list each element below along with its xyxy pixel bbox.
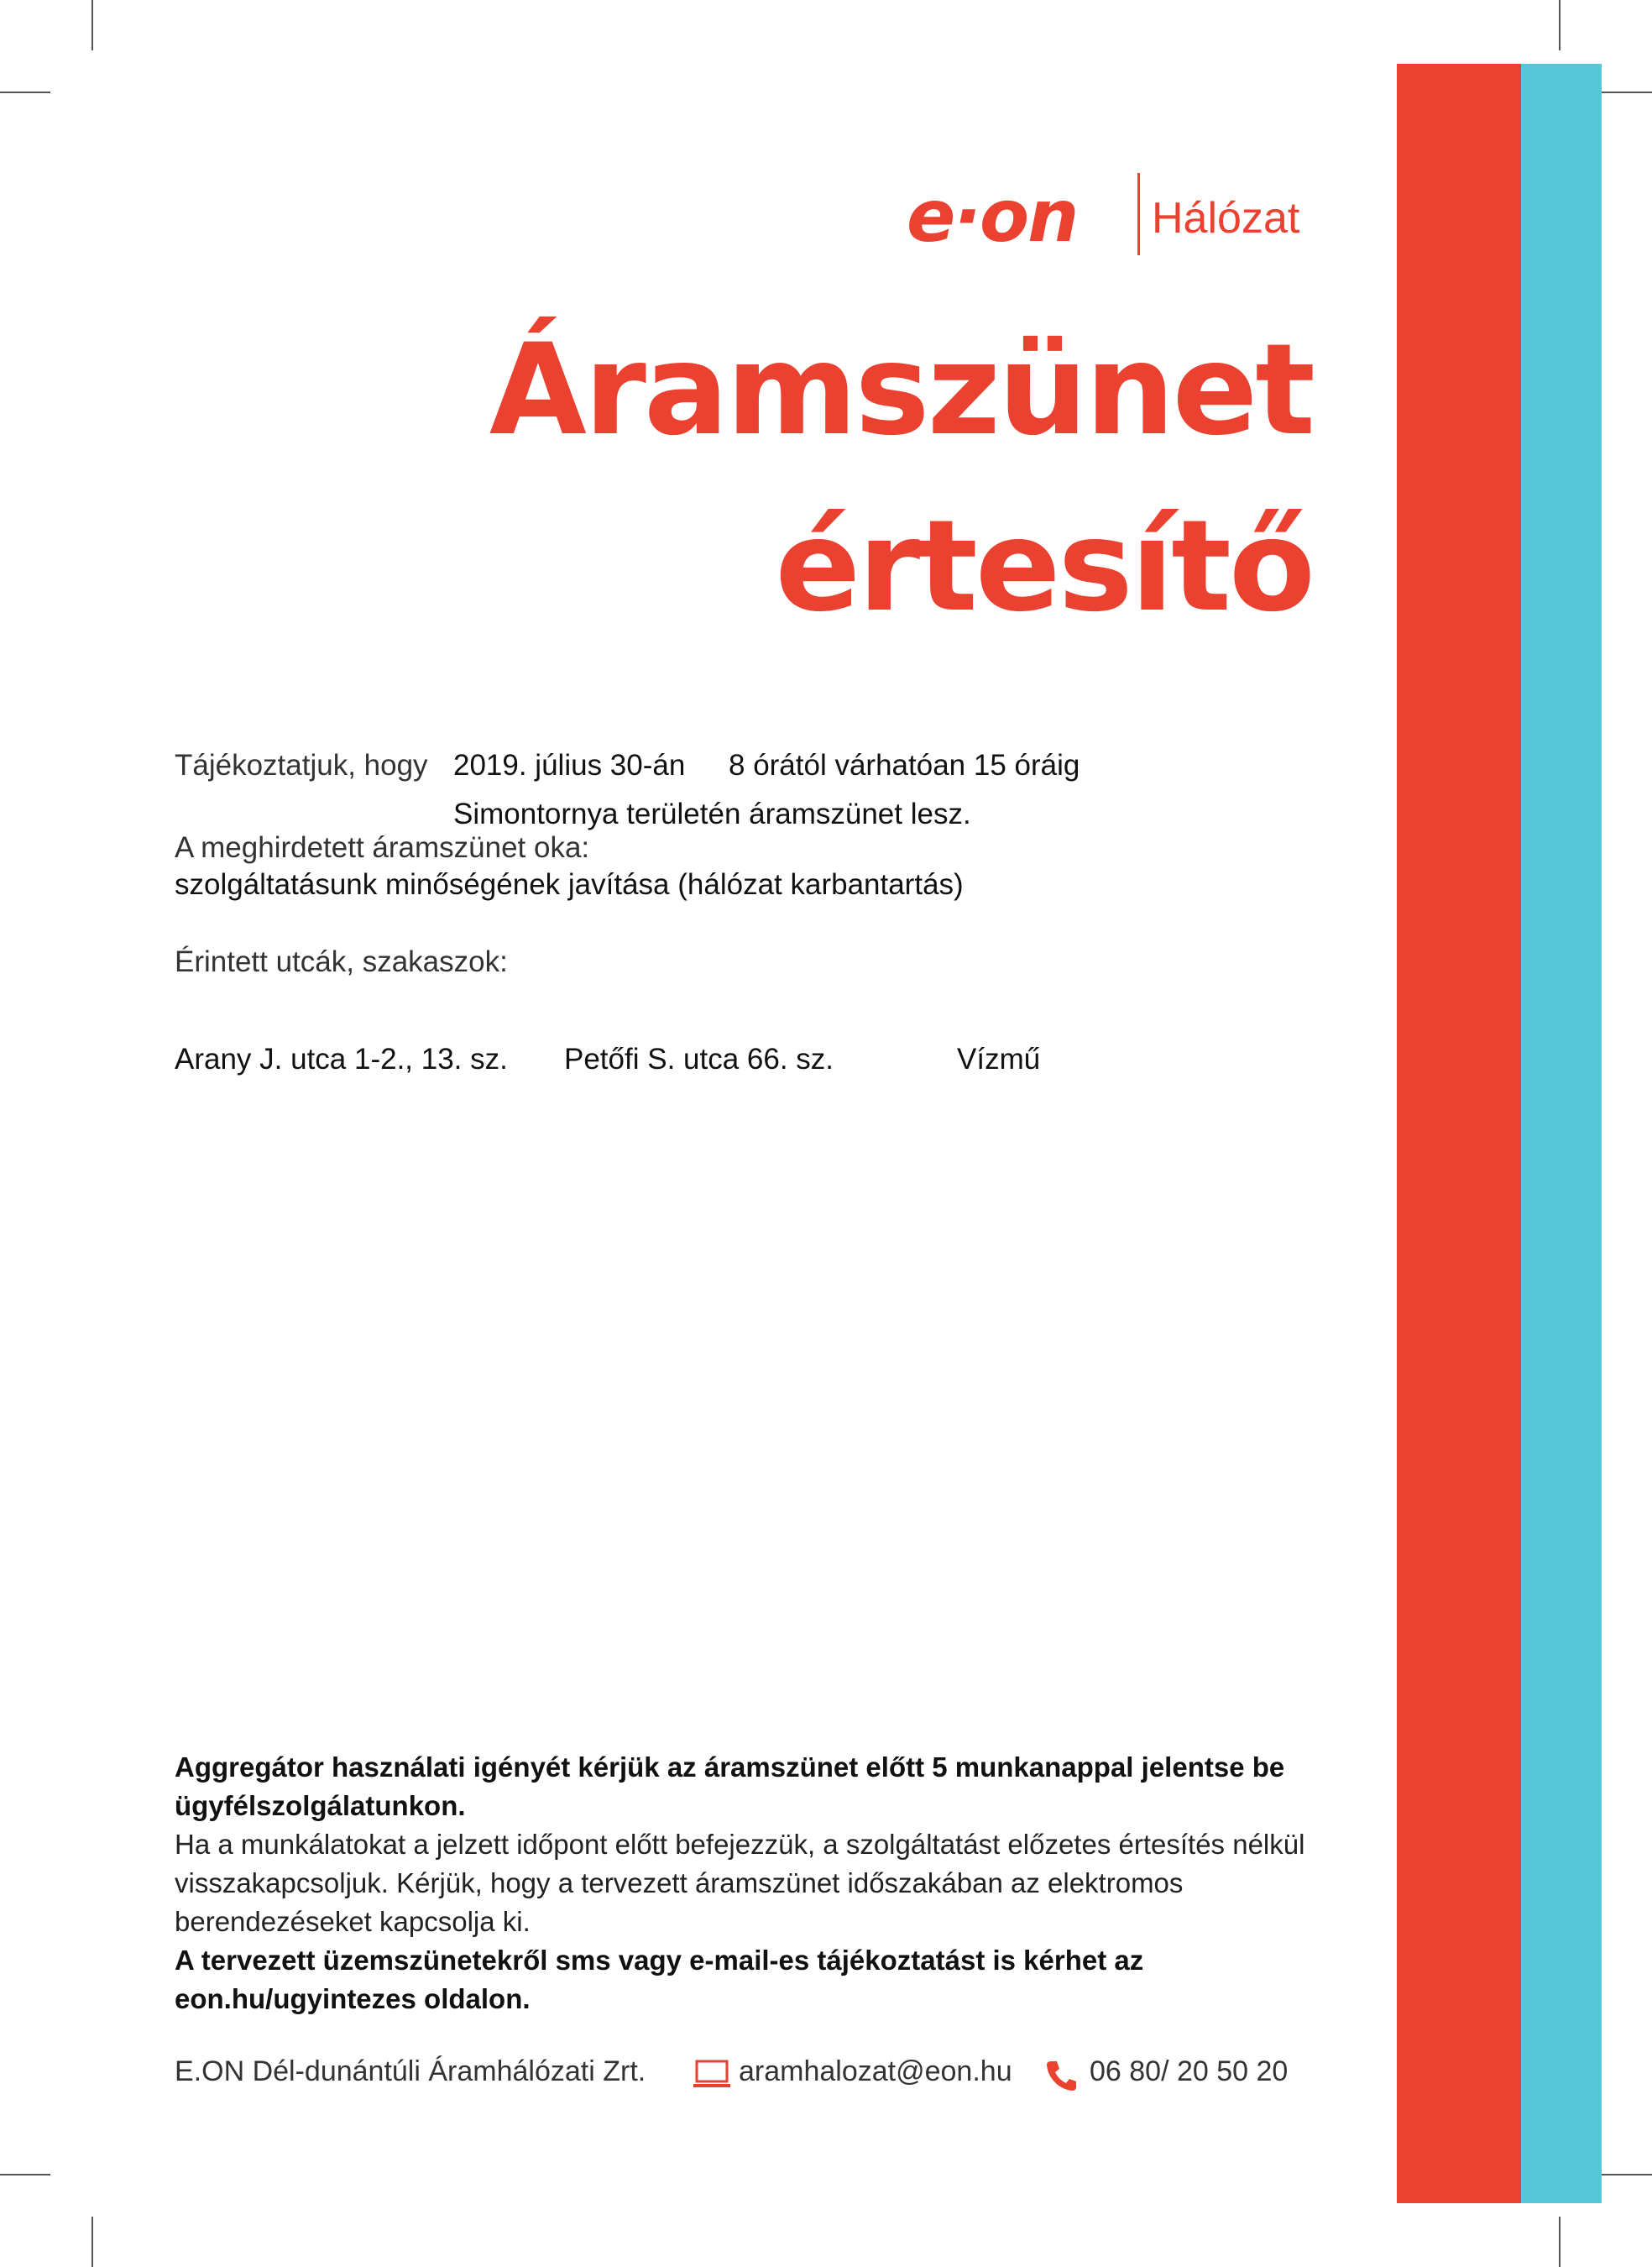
title-line-2: értesítő: [775, 494, 1313, 640]
crop-mark: [1559, 2217, 1561, 2267]
aggregator-notice: Aggregátor használati igényét kérjük az áramszünet előtt 5 munkanappal jelentse be ügyfélszolgálatunkon.: [175, 1751, 1285, 1821]
crop-mark: [91, 2217, 93, 2267]
streets-label: Érintett utcák, szakaszok:: [175, 945, 508, 978]
eon-logo: [907, 168, 1318, 260]
page-title: [489, 302, 1313, 655]
crop-mark: [1602, 92, 1652, 93]
footer-notice: [175, 1748, 1333, 2018]
crop-mark: [91, 0, 93, 50]
reason-label: A meghirdetett áramszünet oka:: [175, 831, 590, 864]
street-item: Vízmű: [957, 1043, 1041, 1076]
sms-notice: A tervezett üzemszünetekről sms vagy e-mail-es tájékoztatást is kérhet az eon.hu/ugyintezes oldalon.: [175, 1945, 1144, 2014]
logo-mark: e·on: [907, 175, 1078, 259]
title-line-1: Áramszünet: [489, 317, 1313, 463]
notice-time: 8 órától várhatóan 15 óráig: [729, 749, 1080, 782]
crop-mark: [1559, 0, 1561, 50]
laptop-icon: [693, 2059, 731, 2098]
notice-location: Simontornya területén áramszünet lesz.: [453, 798, 971, 830]
cyan-stripe: [1521, 64, 1602, 2203]
notice-intro: Tájékoztatjuk, hogy: [175, 749, 428, 782]
reason-text: szolgáltatásunk minőségének javítása (hálózat karbantartás): [175, 868, 964, 901]
logo-subtitle: Hálózat: [1152, 194, 1300, 243]
contact-email[interactable]: aramhalozat@eon.hu: [739, 2055, 1012, 2087]
phone-icon: [1044, 2059, 1078, 2100]
street-item: Petőfi S. utca 66. sz.: [564, 1043, 834, 1076]
company-name: E.ON Dél-dunántúli Áramhálózati Zrt.: [175, 2055, 646, 2087]
street-item: Arany J. utca 1-2., 13. sz.: [175, 1043, 508, 1076]
red-stripe: [1397, 64, 1521, 2203]
contact-phone[interactable]: 06 80/ 20 50 20: [1090, 2055, 1289, 2087]
reconnect-notice: Ha a munkálatokat a jelzett időpont előtt befejezzük, a szolgáltatást előzetes értesítés nélkül visszakapcsoljuk. Kérjük, hogy a tervezett áramszünet időszakában az elektromos berendezéseket kapcsolja ki.: [175, 1829, 1305, 1937]
crop-mark: [0, 2174, 50, 2175]
notice-date: 2019. július 30-án: [453, 749, 686, 782]
crop-mark: [0, 92, 50, 93]
crop-mark: [1602, 2174, 1652, 2175]
logo-divider: [1137, 173, 1140, 255]
